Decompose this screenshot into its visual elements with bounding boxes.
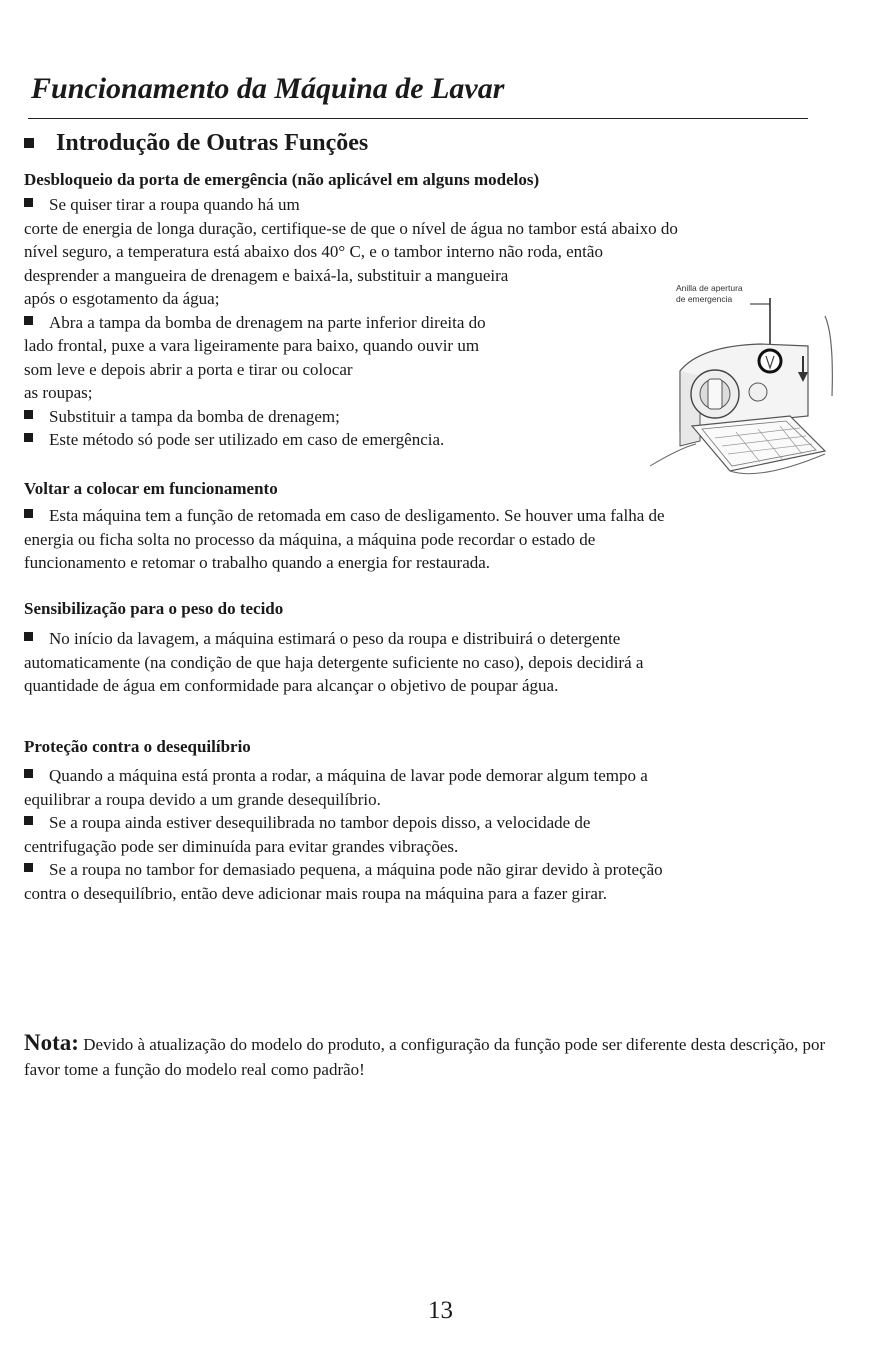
emergency-line: som leve e depois abrir a porta e tirar ou colocar	[24, 359, 353, 379]
weight-body	[24, 627, 864, 698]
imbalance-line: contra o desequilíbrio, então deve adicionar mais roupa na máquina para a fazer girar.	[24, 883, 607, 903]
resume-body	[24, 504, 864, 575]
bullet-square-icon	[24, 769, 33, 778]
page-number: 13	[428, 1297, 453, 1324]
weight-line: quantidade de água em conformidade para alcançar o objetivo de poupar água.	[24, 676, 559, 695]
figure-label-line1: Anilla de apertura	[676, 283, 743, 293]
note-paragraph	[24, 1030, 834, 1082]
emergency-line: após o esgotamento da água;	[24, 289, 220, 308]
emergency-line: as roupas;	[24, 383, 93, 402]
resume-line: funcionamento e retomar o trabalho quando a energia for restaurada.	[24, 553, 491, 572]
imbalance-line: centrifugação pode ser diminuída para evitar grandes vibrações.	[24, 836, 459, 856]
emergency-line: nível seguro, a temperatura está abaixo dos 40° C, e o tambor interno não roda, então	[24, 242, 603, 261]
emergency-line: lado frontal, puxe a vara ligeiramente para baixo, quando ouvir um	[24, 336, 480, 355]
pump-cover-open	[692, 416, 825, 471]
section-heading-text: Introdução de Outras Funções	[56, 130, 369, 156]
machine-edge-line	[825, 316, 832, 396]
imbalance-line: equilibrar a roupa devido a um grande desequilíbrio.	[24, 789, 381, 809]
resume-line: Esta máquina tem a função de retomada em caso de desligamento. Se houver uma falha de	[24, 504, 864, 528]
bullet-square-icon	[24, 632, 33, 641]
title-divider	[28, 118, 808, 119]
emergency-line: Este método só pode ser utilizado em caso de emergência.	[24, 428, 854, 452]
emergency-heading: Desbloqueio da porta de emergência (não aplicável em alguns modelos)	[24, 170, 540, 189]
emergency-line: Abra a tampa da bomba de drenagem na parte inferior direita do	[24, 311, 854, 335]
weight-line: No início da lavagem, a máquina estimará o peso da roupa e distribuirá o detergente	[24, 627, 864, 651]
resume-line: energia ou ficha solta no processo da máquina, a máquina pode recordar o estado de	[24, 529, 596, 549]
weight-line: automaticamente (na condição de que haja detergente suficiente no caso), depois decidirá a	[24, 652, 644, 672]
emergency-line: corte de energia de longa duração, certifique-se de que o nível de água no tambor está abaixo do	[24, 218, 678, 238]
section-heading	[24, 130, 368, 157]
bullet-square-icon	[24, 433, 33, 442]
page-title: Funcionamento da Máquina de Lavar	[31, 72, 505, 105]
note-text: Devido à atualização do modelo do produto, a configuração da função pode ser diferente desta descrição, por favor tome a função do modelo real como padrão!	[24, 1035, 826, 1079]
hose-outlet	[749, 383, 767, 401]
bullet-square-icon	[24, 138, 34, 148]
imbalance-line: Se a roupa no tambor for demasiado pequena, a máquina pode não girar devido à proteção	[24, 858, 864, 882]
emergency-release-illustration	[640, 276, 850, 501]
resume-heading: Voltar a colocar em funcionamento	[24, 479, 278, 498]
weight-heading: Sensibilização para o peso do tecido	[24, 599, 284, 618]
bullet-square-icon	[24, 316, 33, 325]
bullet-square-icon	[24, 198, 33, 207]
imbalance-body	[24, 764, 864, 905]
emergency-line: Substituir a tampa da bomba de drenagem;	[24, 405, 854, 429]
imbalance-line: Quando a máquina está pronta a rodar, a máquina de lavar pode demorar algum tempo a	[24, 764, 864, 788]
emergency-line: Se quiser tirar a roupa quando há um	[24, 193, 854, 217]
figure-label-line2: de emergencia	[676, 294, 733, 304]
filter-handle	[708, 379, 722, 409]
note-label: Nota:	[24, 1030, 79, 1055]
bullet-square-icon	[24, 816, 33, 825]
emergency-line: desprender a mangueira de drenagem e baixá-la, substituir a mangueira	[24, 265, 509, 285]
imbalance-heading: Proteção contra o desequilíbrio	[24, 737, 251, 756]
bullet-square-icon	[24, 410, 33, 419]
bullet-square-icon	[24, 863, 33, 872]
imbalance-line: Se a roupa ainda estiver desequilibrada no tambor depois disso, a velocidade de	[24, 811, 864, 835]
bullet-square-icon	[24, 509, 33, 518]
base-line	[650, 444, 696, 466]
